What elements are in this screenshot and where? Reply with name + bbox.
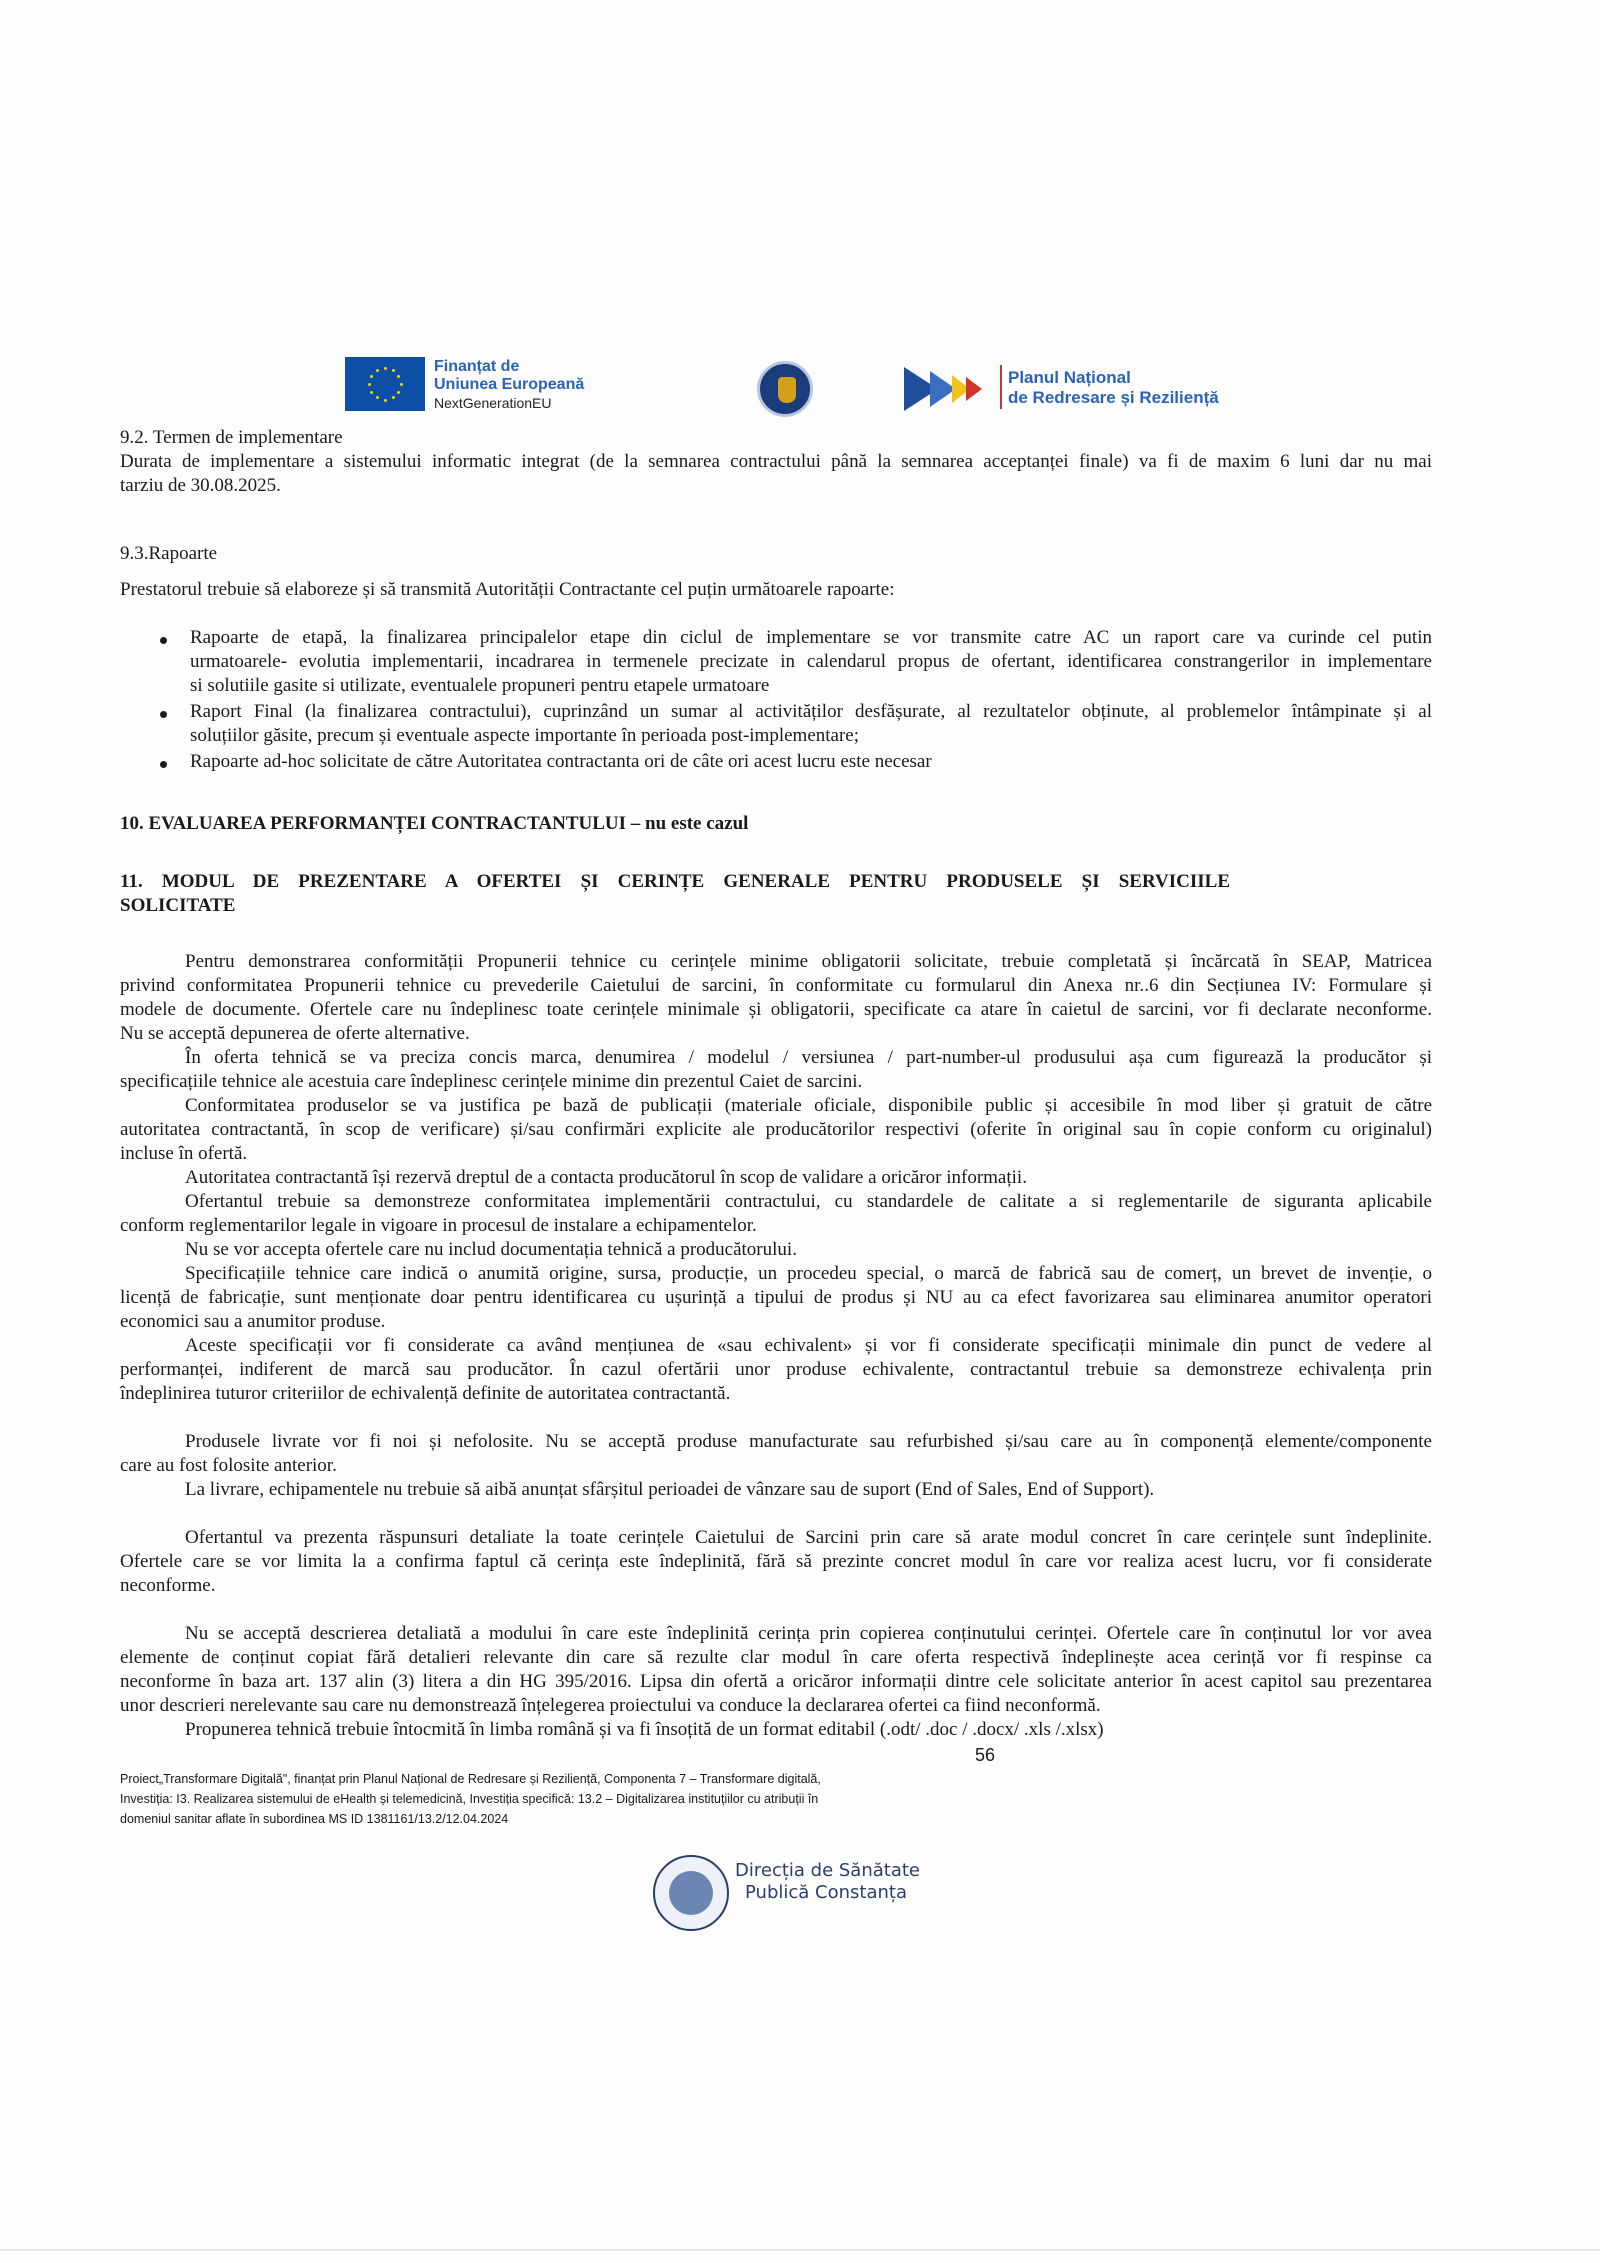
section-11-heading: SOLICITATE	[120, 895, 236, 916]
section-9-2-line: Durata de implementare a sistemului informatic integrat (de la semnarea contractului până la semnarea acceptanței finale) va fi de maxim 6 luni dar nu mai	[120, 451, 1432, 472]
eu-star-icon	[392, 369, 395, 372]
footer-line: Proiect„Transformare Digitală", finanțat prin Planul Național de Redresare și Reziliență, Componenta 7 – Transformare digitală,	[120, 1772, 821, 1786]
section-11-line: unor descrieri nerelevante sau care nu demonstrează înțelegerea proiectului va conduce la declararea ofertei ca fiind neconformă.	[120, 1695, 1101, 1716]
section-9-2-line: tarziu de 30.08.2025.	[120, 475, 281, 496]
eu-star-icon	[400, 383, 403, 386]
section-11-line: autoritatea contractantă, în scop de verificare) și/sau confirmări explicite ale producătorilor respectivi (oferite în original sau în copie conform cu originalul)	[120, 1119, 1432, 1140]
eu-star-icon	[370, 375, 373, 378]
section-11-line: Nu se acceptă descrierea detaliată a modului în care este îndeplinită cerința prin copierea conținutului cerinței. Ofertele care în conținutul lor vor avea	[185, 1623, 1432, 1644]
eu-flag-icon	[345, 357, 425, 411]
page-edge-divider	[0, 2249, 1600, 2251]
section-11-line: licență de fabricație, sunt menționate doar pentru identificarea cu ușurință a tipului de produs și NU au ca efect favorizarea sau eliminarea anumitor operatori	[120, 1287, 1432, 1308]
dsp-constanta-seal-icon	[653, 1855, 729, 1931]
section-9-2-heading: 9.2. Termen de implementare	[120, 427, 343, 448]
eu-star-icon	[397, 391, 400, 394]
section-11-line: economici sau a anumitor produse.	[120, 1311, 386, 1332]
section-11-line: privind conformitatea Propunerii tehnice cu prevederile Caietului de sarcini, în conformitate cu formularul din Anexa nr..6 din Secțiunea IV: Formulare și	[120, 975, 1432, 996]
bullet-3-line: Rapoarte ad-hoc solicitate de către Autoritatea contractanta ori de câte ori acest lucru este necesar	[190, 751, 932, 772]
section-11-line: modele de documente. Ofertele care nu îndeplinesc toate cerințele minimale și obligatorii, specificate ca atare în caietul de sarcini, vor fi declarate neconforme.	[120, 999, 1432, 1020]
section-11-line: Autoritatea contractantă își rezervă dreptul de a contacta producătorul în scop de validare a oricăror informații.	[185, 1167, 1027, 1188]
section-11-line: Ofertele care se vor limita la a confirma faptul că cerința este îndeplinită, fără să prezinte concret modul în care vor realiza acest lucru, vor fi considerate	[120, 1551, 1432, 1572]
section-11-line: conform reglementarilor legale in vigoare in procesul de instalare a echipamentelor.	[120, 1215, 757, 1236]
section-11-line: Ofertantul va prezenta răspunsuri detaliate la toate cerințele Caietului de Sarcini prin care să arate modul concret în care cerințele sunt îndeplinite.	[185, 1527, 1432, 1548]
eu-star-icon	[376, 369, 379, 372]
section-11-line: neconforme.	[120, 1575, 216, 1596]
section-11-line: neconforme în baza art. 137 alin (3) litera a din HG 395/2016. Lipsa din ofertă a oricăror informații dintre cele solicitate anterior în acest capitol sau prezentarea	[120, 1671, 1432, 1692]
section-11-line: îndeplinirea tuturor criteriilor de echivalență definite de autoritatea contractantă.	[120, 1383, 731, 1404]
section-10-heading: 10. EVALUAREA PERFORMANȚEI CONTRACTANTULUI – nu este cazul	[120, 813, 749, 834]
eu-line-3: NextGenerationEU	[434, 394, 552, 411]
footer-line: domeniul sanitar aflate în subordinea MS ID 1381161/13.2/12.04.2024	[120, 1812, 509, 1826]
section-11-line: care au fost folosite anterior.	[120, 1455, 337, 1476]
bullet-icon	[160, 637, 167, 644]
dsp-label	[735, 1860, 920, 1904]
eu-star-icon	[392, 396, 395, 399]
section-11-line: Nu se acceptă depunerea de oferte alternative.	[120, 1023, 470, 1044]
bullet-2-line: Raport Final (la finalizarea contractului), cuprinzând un sumar al activităților desfășurate, al rezultatelor obținute, al problemelor întâmpinate și al	[190, 701, 1432, 722]
romanian-government-seal-icon	[757, 361, 813, 417]
bullet-1-line: si solutiile gasite si utilizate, eventualele propuneri pentru etapele urmatoare	[190, 675, 770, 696]
pnrr-divider	[1000, 365, 1002, 409]
bullet-1-line: Rapoarte de etapă, la finalizarea principalelor etape din ciclul de implementare se vor transmite catre AC un raport care va curinde cel putin	[190, 627, 1432, 648]
footer-line: Investiția: I3. Realizarea sistemului de eHealth și telemedicină, Investiția specifică: 13.2 – Digitalizarea instituțiilor cu atribuții în	[120, 1792, 819, 1806]
dsp-line-1: Direcția de Sănătate	[735, 1860, 920, 1881]
bullet-icon	[160, 711, 167, 718]
eu-line-2: Uniunea Europeană	[434, 376, 585, 394]
section-11-line: Specificațiile tehnice care indică o anumită origine, sursa, producție, un procedeu special, o marcă de fabrică sau de comerț, un brevet de invenție, o	[185, 1263, 1432, 1284]
eu-funding-label	[434, 358, 584, 411]
section-11-line: Nu se vor accepta ofertele care nu includ documentația tehnică a producătorului.	[185, 1239, 797, 1260]
section-11-line: elemente de conținut copiat fără detalieri relevante din care să rezulte clar modul în care oferta respectivă îndeplinește acea cerință vor fi respinse ca	[120, 1647, 1432, 1668]
pnrr-label	[1008, 368, 1219, 407]
pnrr-arrows-logo-icon	[904, 363, 994, 415]
dsp-line-2: Publică Constanța	[745, 1882, 907, 1903]
section-11-heading: 11. MODUL DE PREZENTARE A OFERTEI ȘI CERINȚE GENERALE PENTRU PRODUSELE ȘI SERVICIILE	[120, 871, 1230, 892]
section-11-line: Propunerea tehnică trebuie întocmită în limba română și va fi însoțită de un format editabil (.odt/ .doc / .docx/ .xls /.xlsx)	[185, 1719, 1104, 1740]
eu-star-icon	[368, 383, 371, 386]
section-11-line: specificațiile tehnice ale acestuia care îndeplinesc cerințele minime din prezentul Caiet de sarcini.	[120, 1071, 863, 1092]
section-11-line: Pentru demonstrarea conformității Propunerii tehnice cu cerințele minime obligatorii solicitate, trebuie completată și încărcată în SEAP, Matricea	[185, 951, 1432, 972]
section-11-line: performanței, indiferent de marcă sau producător. În cazul ofertării unor produse echivalente, contractantul trebuie sa demonstreze echivalența prin	[120, 1359, 1432, 1380]
eu-star-icon	[384, 367, 387, 370]
section-11-line: incluse în ofertă.	[120, 1143, 248, 1164]
bullet-icon	[160, 761, 167, 768]
section-11-line: Produsele livrate vor fi noi și nefolosite. Nu se acceptă produse manufacturate sau refurbished și/sau care au în componență elemente/componente	[185, 1431, 1432, 1452]
section-11-line: Ofertantul trebuie sa demonstreze conformitatea implementării contractului, cu standardele de calitate a si reglementarile de siguranta aplicabile	[185, 1191, 1432, 1212]
pnrr-line-2: de Redresare și Reziliență	[1008, 387, 1219, 407]
pnrr-line-1: Planul Național	[1008, 368, 1131, 387]
section-9-3-intro: Prestatorul trebuie să elaboreze și să transmită Autorității Contractante cel puțin următoarele rapoarte:	[120, 579, 895, 600]
bullet-1-line: urmatoarele- evolutia implementarii, incadrarea in termenele precizate in calendarul propus de ofertant, identificarea constrangerilor in implementare	[190, 651, 1432, 672]
section-11-line: În oferta tehnică se va preciza concis marca, denumirea / modelul / versiunea / part-number-ul produsului așa cum figurează la producător și	[185, 1047, 1432, 1068]
eu-line-1: Finanțat de	[434, 358, 520, 375]
bullet-2-line: soluțiilor găsite, precum și eventuale aspecte importante în perioada post-implementare;	[190, 725, 859, 746]
section-9-3-heading: 9.3.Rapoarte	[120, 543, 218, 564]
section-11-line: Aceste specificații vor fi considerate ca având mențiunea de «sau echivalent» și vor fi considerate specificații minimale din punct de vedere al	[185, 1335, 1432, 1356]
section-11-line: Conformitatea produselor se va justifica pe bază de publicații (materiale oficiale, disponibile public și accesibile în mod liber și gratuit de către	[185, 1095, 1432, 1116]
section-11-line: La livrare, echipamentele nu trebuie să aibă anunțat sfârșitul perioadei de vânzare sau de suport (End of Sales, End of Support).	[185, 1479, 1155, 1500]
eu-star-icon	[397, 375, 400, 378]
eu-star-icon	[384, 399, 387, 402]
page-number: 56	[975, 1745, 996, 1765]
eu-star-icon	[370, 391, 373, 394]
eu-star-icon	[376, 396, 379, 399]
